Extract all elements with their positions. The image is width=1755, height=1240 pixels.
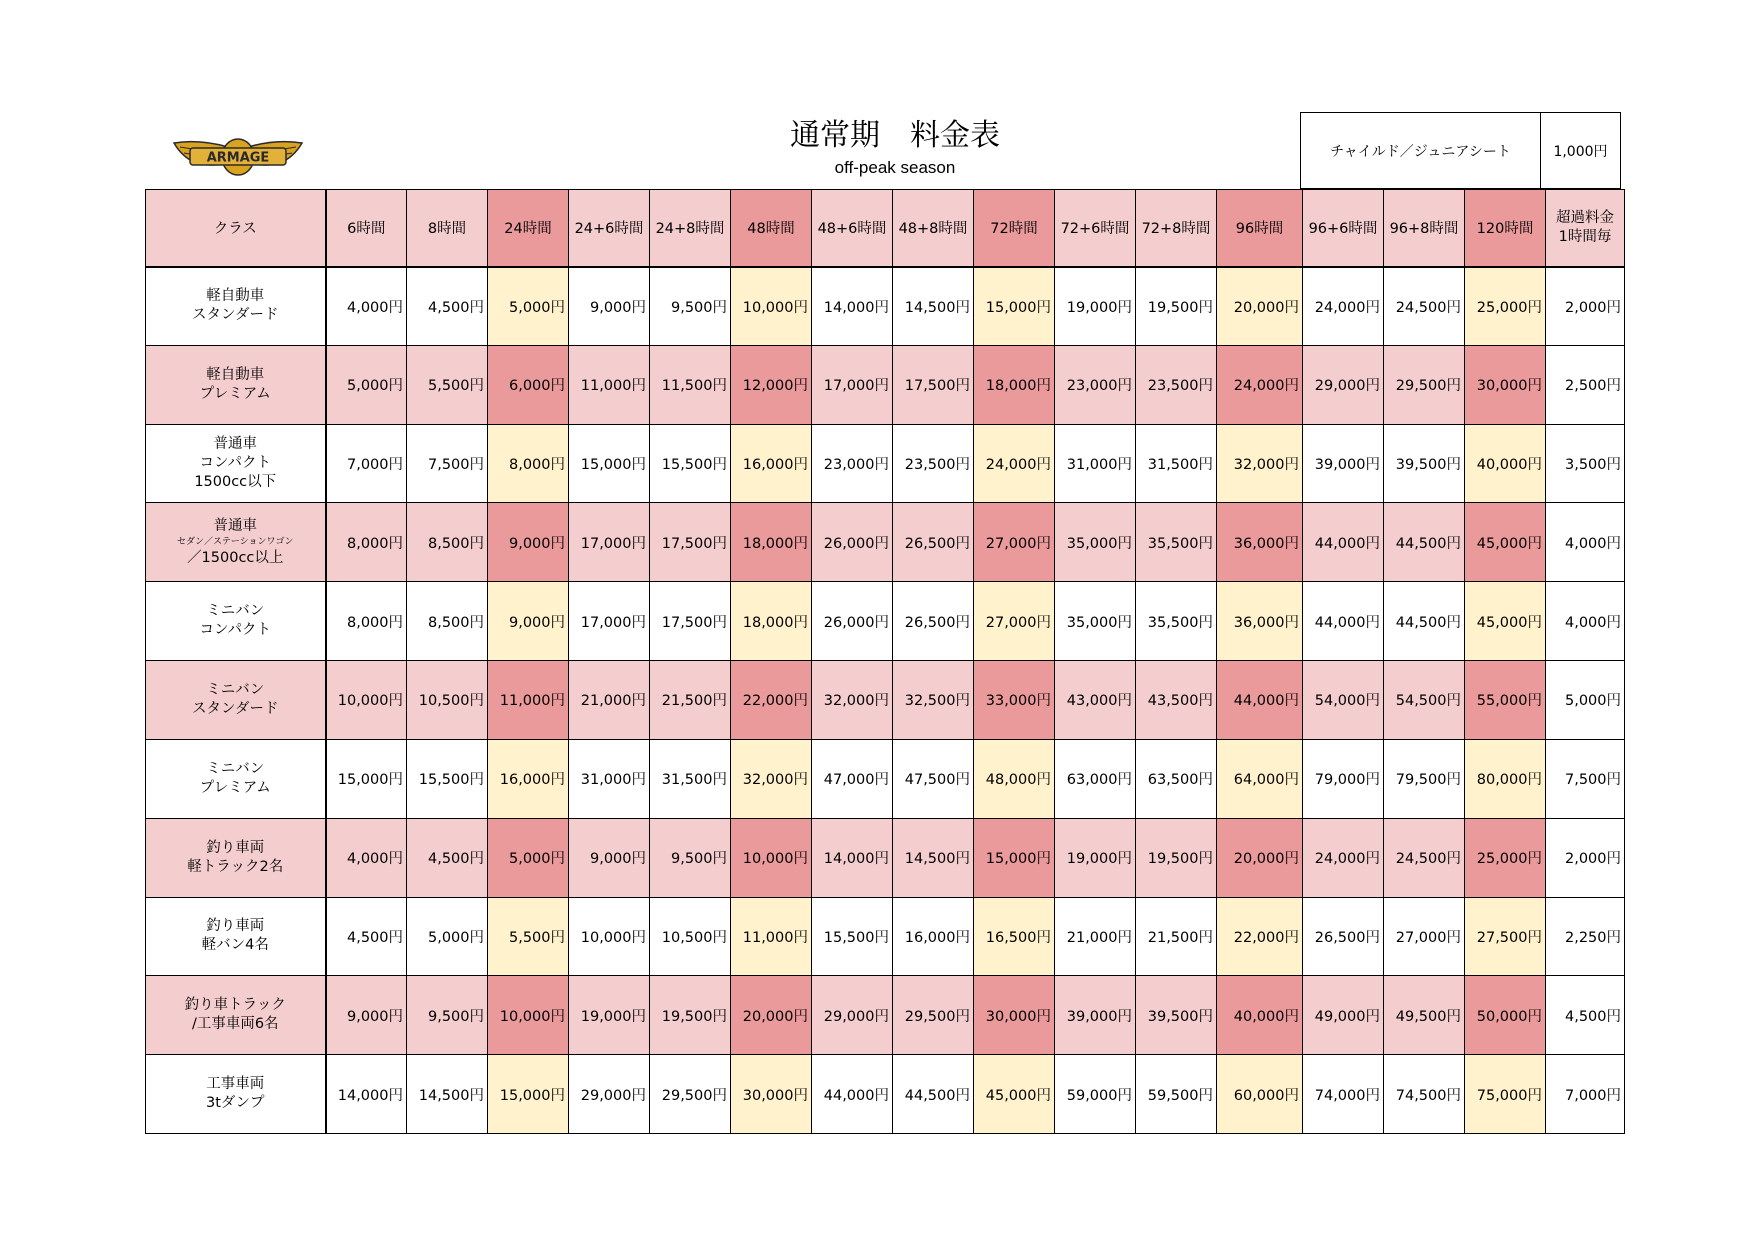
rate-cell: 19,500円 bbox=[650, 976, 731, 1055]
rate-cell: 30,000円 bbox=[731, 1055, 812, 1134]
rate-cell: 4,000円 bbox=[326, 818, 407, 897]
overtime-cell: 3,500円 bbox=[1546, 424, 1625, 503]
header-overtime-line: 1時間毎 bbox=[1558, 228, 1612, 245]
header-overtime-line: 超過料金 bbox=[1556, 209, 1614, 226]
rate-cell: 10,500円 bbox=[650, 897, 731, 976]
rate-cell: 40,000円 bbox=[1465, 424, 1546, 503]
rate-cell: 24,000円 bbox=[974, 424, 1055, 503]
rate-cell: 10,000円 bbox=[569, 897, 650, 976]
rate-cell: 14,000円 bbox=[326, 1055, 407, 1134]
rate-cell: 7,500円 bbox=[407, 424, 488, 503]
header-duration: 24+6時間 bbox=[569, 190, 650, 267]
rate-cell: 48,000円 bbox=[974, 739, 1055, 818]
rate-cell: 9,000円 bbox=[488, 582, 569, 661]
rate-cell: 63,500円 bbox=[1136, 739, 1217, 818]
rate-cell: 10,000円 bbox=[488, 976, 569, 1055]
child-seat-price: 1,000円 bbox=[1541, 113, 1621, 189]
rate-cell: 17,500円 bbox=[650, 503, 731, 582]
rate-cell: 16,500円 bbox=[974, 897, 1055, 976]
rate-cell: 8,000円 bbox=[326, 582, 407, 661]
rate-cell: 5,000円 bbox=[488, 818, 569, 897]
rate-cell: 11,000円 bbox=[569, 345, 650, 424]
class-label-line: 普通車 bbox=[213, 436, 257, 453]
rate-cell: 35,000円 bbox=[1055, 503, 1136, 582]
rate-cell: 15,000円 bbox=[569, 424, 650, 503]
overtime-cell: 2,500円 bbox=[1546, 345, 1625, 424]
class-label-note: セダン／ステーションワゴン bbox=[176, 536, 294, 547]
rate-cell: 31,000円 bbox=[1055, 424, 1136, 503]
class-label-line: コンパクト bbox=[199, 622, 271, 639]
overtime-cell: 4,000円 bbox=[1546, 582, 1625, 661]
rate-cell: 24,500円 bbox=[1384, 818, 1465, 897]
rate-cell: 24,000円 bbox=[1217, 345, 1303, 424]
rate-cell: 17,000円 bbox=[812, 345, 893, 424]
rate-cell: 25,000円 bbox=[1465, 818, 1546, 897]
rate-cell: 35,500円 bbox=[1136, 503, 1217, 582]
class-label bbox=[146, 818, 326, 897]
rate-cell: 5,500円 bbox=[407, 345, 488, 424]
rate-cell: 17,500円 bbox=[650, 582, 731, 661]
rate-cell: 23,000円 bbox=[1055, 345, 1136, 424]
rate-table bbox=[145, 189, 1625, 1134]
rate-cell: 29,000円 bbox=[812, 976, 893, 1055]
rate-cell: 27,500円 bbox=[1465, 897, 1546, 976]
page-title: 通常期 料金表 bbox=[790, 118, 1000, 153]
header-overtime bbox=[1546, 190, 1625, 267]
class-label-line: ／1500cc以上 bbox=[187, 549, 284, 566]
rate-cell: 8,000円 bbox=[326, 503, 407, 582]
logo-text: ARMAGE bbox=[206, 150, 270, 166]
rate-cell: 27,000円 bbox=[974, 503, 1055, 582]
rate-cell: 17,000円 bbox=[569, 503, 650, 582]
rate-cell: 11,000円 bbox=[731, 897, 812, 976]
rate-row bbox=[146, 976, 1625, 1055]
rate-cell: 9,500円 bbox=[407, 976, 488, 1055]
header-duration: 72時間 bbox=[974, 190, 1055, 267]
header-row bbox=[146, 190, 1625, 267]
rate-cell: 10,500円 bbox=[407, 661, 488, 740]
rate-row bbox=[146, 267, 1625, 346]
rate-cell: 32,000円 bbox=[1217, 424, 1303, 503]
rate-cell: 19,000円 bbox=[1055, 267, 1136, 346]
overtime-cell: 2,000円 bbox=[1546, 267, 1625, 346]
rate-cell: 6,000円 bbox=[488, 345, 569, 424]
class-label-line: プレミアム bbox=[199, 385, 271, 402]
rate-cell: 50,000円 bbox=[1465, 976, 1546, 1055]
rate-cell: 24,000円 bbox=[1303, 267, 1384, 346]
rate-cell: 7,000円 bbox=[326, 424, 407, 503]
rate-cell: 32,000円 bbox=[731, 739, 812, 818]
rate-cell: 20,000円 bbox=[1217, 267, 1303, 346]
header-class: クラス bbox=[146, 190, 326, 267]
rate-cell: 26,000円 bbox=[812, 582, 893, 661]
overtime-cell: 2,000円 bbox=[1546, 818, 1625, 897]
header-duration: 6時間 bbox=[326, 190, 407, 267]
class-label-line: 釣り車両 bbox=[206, 839, 265, 856]
rate-cell: 45,000円 bbox=[974, 1055, 1055, 1134]
rate-cell: 79,500円 bbox=[1384, 739, 1465, 818]
class-label bbox=[146, 739, 326, 818]
rate-cell: 24,500円 bbox=[1384, 267, 1465, 346]
rate-cell: 27,000円 bbox=[974, 582, 1055, 661]
child-seat-box bbox=[1300, 112, 1621, 189]
rate-cell: 4,500円 bbox=[407, 267, 488, 346]
rate-cell: 10,000円 bbox=[731, 267, 812, 346]
class-label-line: 軽自動車 bbox=[206, 288, 265, 305]
header-duration: 48+8時間 bbox=[893, 190, 974, 267]
rate-cell: 44,000円 bbox=[1303, 503, 1384, 582]
rate-cell: 32,000円 bbox=[812, 661, 893, 740]
rate-cell: 26,000円 bbox=[812, 503, 893, 582]
rate-cell: 21,500円 bbox=[650, 661, 731, 740]
class-label-line: プレミアム bbox=[199, 779, 271, 796]
rate-cell: 5,000円 bbox=[488, 267, 569, 346]
class-label-line: 工事車両 bbox=[206, 1076, 265, 1093]
rate-cell: 31,500円 bbox=[1136, 424, 1217, 503]
rate-cell: 10,000円 bbox=[326, 661, 407, 740]
rate-cell: 33,000円 bbox=[974, 661, 1055, 740]
rate-cell: 21,500円 bbox=[1136, 897, 1217, 976]
rate-cell: 19,000円 bbox=[569, 976, 650, 1055]
rate-cell: 9,000円 bbox=[488, 503, 569, 582]
rate-cell: 15,000円 bbox=[974, 818, 1055, 897]
header-duration: 48時間 bbox=[731, 190, 812, 267]
rate-cell: 8,500円 bbox=[407, 582, 488, 661]
rate-cell: 43,000円 bbox=[1055, 661, 1136, 740]
rate-cell: 15,000円 bbox=[974, 267, 1055, 346]
rate-cell: 29,500円 bbox=[1384, 345, 1465, 424]
class-label-line: 1500cc以下 bbox=[194, 474, 277, 491]
rate-cell: 55,000円 bbox=[1465, 661, 1546, 740]
rate-cell: 15,500円 bbox=[650, 424, 731, 503]
rate-cell: 47,500円 bbox=[893, 739, 974, 818]
overtime-cell: 4,500円 bbox=[1546, 976, 1625, 1055]
rate-cell: 36,000円 bbox=[1217, 582, 1303, 661]
rate-cell: 21,000円 bbox=[569, 661, 650, 740]
rate-cell: 39,000円 bbox=[1303, 424, 1384, 503]
rate-cell: 27,000円 bbox=[1384, 897, 1465, 976]
rate-cell: 26,500円 bbox=[893, 503, 974, 582]
class-label-line: ミニバン bbox=[206, 760, 265, 777]
rate-cell: 39,500円 bbox=[1136, 976, 1217, 1055]
rate-cell: 49,000円 bbox=[1303, 976, 1384, 1055]
rate-cell: 44,500円 bbox=[1384, 503, 1465, 582]
rate-row bbox=[146, 739, 1625, 818]
rate-cell: 59,500円 bbox=[1136, 1055, 1217, 1134]
rate-cell: 17,500円 bbox=[893, 345, 974, 424]
rate-cell: 75,000円 bbox=[1465, 1055, 1546, 1134]
class-label bbox=[146, 1055, 326, 1134]
rate-cell: 21,000円 bbox=[1055, 897, 1136, 976]
rate-row bbox=[146, 424, 1625, 503]
rate-cell: 44,500円 bbox=[893, 1055, 974, 1134]
rate-cell: 74,500円 bbox=[1384, 1055, 1465, 1134]
rate-cell: 14,000円 bbox=[812, 818, 893, 897]
rate-cell: 29,500円 bbox=[650, 1055, 731, 1134]
header-duration: 72+6時間 bbox=[1055, 190, 1136, 267]
rate-cell: 14,000円 bbox=[812, 267, 893, 346]
rate-row bbox=[146, 1055, 1625, 1134]
rate-cell: 79,000円 bbox=[1303, 739, 1384, 818]
rate-cell: 18,000円 bbox=[731, 503, 812, 582]
rate-cell: 9,000円 bbox=[569, 267, 650, 346]
rate-cell: 31,000円 bbox=[569, 739, 650, 818]
rate-cell: 44,000円 bbox=[812, 1055, 893, 1134]
rate-cell: 35,000円 bbox=[1055, 582, 1136, 661]
header-duration: 120時間 bbox=[1465, 190, 1546, 267]
rate-cell: 9,000円 bbox=[569, 818, 650, 897]
header-duration: 8時間 bbox=[407, 190, 488, 267]
armage-logo bbox=[170, 133, 306, 181]
rate-cell: 63,000円 bbox=[1055, 739, 1136, 818]
class-label-line: 3tダンプ bbox=[205, 1095, 265, 1112]
rate-cell: 5,500円 bbox=[488, 897, 569, 976]
rate-cell: 22,000円 bbox=[731, 661, 812, 740]
rate-cell: 30,000円 bbox=[974, 976, 1055, 1055]
rate-row bbox=[146, 897, 1625, 976]
page-subtitle: off-peak season bbox=[834, 158, 956, 177]
header-duration: 48+6時間 bbox=[812, 190, 893, 267]
child-seat-label: チャイルド／ジュニアシート bbox=[1301, 113, 1541, 189]
rate-cell: 14,500円 bbox=[407, 1055, 488, 1134]
rate-cell: 26,500円 bbox=[893, 582, 974, 661]
rate-row bbox=[146, 582, 1625, 661]
rate-cell: 10,000円 bbox=[731, 818, 812, 897]
rate-row bbox=[146, 503, 1625, 582]
rate-cell: 45,000円 bbox=[1465, 582, 1546, 661]
rate-cell: 54,500円 bbox=[1384, 661, 1465, 740]
rate-cell: 54,000円 bbox=[1303, 661, 1384, 740]
class-label-line: 軽トラック2名 bbox=[187, 858, 284, 875]
rate-cell: 49,500円 bbox=[1384, 976, 1465, 1055]
overtime-cell: 4,000円 bbox=[1546, 503, 1625, 582]
rate-cell: 19,000円 bbox=[1055, 818, 1136, 897]
rate-cell: 64,000円 bbox=[1217, 739, 1303, 818]
rate-cell: 45,000円 bbox=[1465, 503, 1546, 582]
rate-cell: 14,500円 bbox=[893, 818, 974, 897]
rate-cell: 35,500円 bbox=[1136, 582, 1217, 661]
rate-cell: 17,000円 bbox=[569, 582, 650, 661]
rate-cell: 20,000円 bbox=[731, 976, 812, 1055]
class-label bbox=[146, 424, 326, 503]
rate-cell: 24,000円 bbox=[1303, 818, 1384, 897]
overtime-cell: 5,000円 bbox=[1546, 661, 1625, 740]
rate-cell: 23,500円 bbox=[1136, 345, 1217, 424]
rate-row bbox=[146, 345, 1625, 424]
rate-cell: 20,000円 bbox=[1217, 818, 1303, 897]
rate-cell: 8,000円 bbox=[488, 424, 569, 503]
header-duration: 96+6時間 bbox=[1303, 190, 1384, 267]
rate-cell: 15,000円 bbox=[488, 1055, 569, 1134]
rate-cell: 12,000円 bbox=[731, 345, 812, 424]
rate-cell: 19,500円 bbox=[1136, 267, 1217, 346]
header-duration: 96時間 bbox=[1217, 190, 1303, 267]
rate-cell: 14,500円 bbox=[893, 267, 974, 346]
class-label-line: 普通車 bbox=[213, 517, 257, 534]
rate-cell: 39,500円 bbox=[1384, 424, 1465, 503]
rate-cell: 23,000円 bbox=[812, 424, 893, 503]
rate-cell: 40,000円 bbox=[1217, 976, 1303, 1055]
header-duration: 96+8時間 bbox=[1384, 190, 1465, 267]
rate-cell: 15,500円 bbox=[812, 897, 893, 976]
rate-cell: 11,500円 bbox=[650, 345, 731, 424]
rate-cell: 15,500円 bbox=[407, 739, 488, 818]
class-label-line: /工事車両6名 bbox=[191, 1016, 279, 1033]
rate-cell: 8,500円 bbox=[407, 503, 488, 582]
class-label bbox=[146, 267, 326, 346]
rate-cell: 29,000円 bbox=[1303, 345, 1384, 424]
rate-cell: 16,000円 bbox=[893, 897, 974, 976]
rate-row bbox=[146, 661, 1625, 740]
header-duration: 24+8時間 bbox=[650, 190, 731, 267]
class-label-line: 釣り車両 bbox=[206, 918, 265, 935]
rate-cell: 80,000円 bbox=[1465, 739, 1546, 818]
rate-cell: 4,500円 bbox=[407, 818, 488, 897]
class-label-line: コンパクト bbox=[199, 455, 271, 472]
rate-cell: 18,000円 bbox=[731, 582, 812, 661]
class-label-line: 釣り車トラック bbox=[184, 997, 286, 1014]
rate-cell: 29,500円 bbox=[893, 976, 974, 1055]
rate-cell: 26,500円 bbox=[1303, 897, 1384, 976]
rate-cell: 9,500円 bbox=[650, 267, 731, 346]
overtime-cell: 7,500円 bbox=[1546, 739, 1625, 818]
rate-row bbox=[146, 818, 1625, 897]
rate-cell: 59,000円 bbox=[1055, 1055, 1136, 1134]
rate-cell: 44,000円 bbox=[1303, 582, 1384, 661]
class-label bbox=[146, 345, 326, 424]
class-label bbox=[146, 503, 326, 582]
class-label-line: 軽バン4名 bbox=[201, 937, 269, 954]
rate-cell: 5,000円 bbox=[407, 897, 488, 976]
class-label-line: スタンダード bbox=[192, 307, 279, 324]
class-label bbox=[146, 582, 326, 661]
header-duration: 24時間 bbox=[488, 190, 569, 267]
class-label-line: スタンダード bbox=[192, 700, 279, 717]
rate-cell: 11,000円 bbox=[488, 661, 569, 740]
rate-cell: 4,500円 bbox=[326, 897, 407, 976]
rate-cell: 39,000円 bbox=[1055, 976, 1136, 1055]
rate-cell: 43,500円 bbox=[1136, 661, 1217, 740]
rate-cell: 36,000円 bbox=[1217, 503, 1303, 582]
rate-cell: 9,000円 bbox=[326, 976, 407, 1055]
rate-cell: 15,000円 bbox=[326, 739, 407, 818]
rate-cell: 31,500円 bbox=[650, 739, 731, 818]
rate-cell: 30,000円 bbox=[1465, 345, 1546, 424]
rate-cell: 22,000円 bbox=[1217, 897, 1303, 976]
rate-cell: 16,000円 bbox=[731, 424, 812, 503]
class-label bbox=[146, 897, 326, 976]
rate-cell: 47,000円 bbox=[812, 739, 893, 818]
rate-cell: 19,500円 bbox=[1136, 818, 1217, 897]
rate-cell: 9,500円 bbox=[650, 818, 731, 897]
class-label-line: 軽自動車 bbox=[206, 366, 265, 383]
overtime-cell: 7,000円 bbox=[1546, 1055, 1625, 1134]
class-label bbox=[146, 661, 326, 740]
rate-cell: 29,000円 bbox=[569, 1055, 650, 1134]
rate-cell: 44,000円 bbox=[1217, 661, 1303, 740]
rate-cell: 18,000円 bbox=[974, 345, 1055, 424]
class-label-line: ミニバン bbox=[206, 681, 265, 698]
rate-cell: 74,000円 bbox=[1303, 1055, 1384, 1134]
class-label-line: ミニバン bbox=[206, 603, 265, 620]
rate-cell: 5,000円 bbox=[326, 345, 407, 424]
class-label bbox=[146, 976, 326, 1055]
rate-cell: 25,000円 bbox=[1465, 267, 1546, 346]
rate-cell: 23,500円 bbox=[893, 424, 974, 503]
rate-cell: 4,000円 bbox=[326, 267, 407, 346]
rate-cell: 60,000円 bbox=[1217, 1055, 1303, 1134]
header-duration: 72+8時間 bbox=[1136, 190, 1217, 267]
rate-cell: 32,500円 bbox=[893, 661, 974, 740]
rate-cell: 44,500円 bbox=[1384, 582, 1465, 661]
rate-cell: 16,000円 bbox=[488, 739, 569, 818]
overtime-cell: 2,250円 bbox=[1546, 897, 1625, 976]
